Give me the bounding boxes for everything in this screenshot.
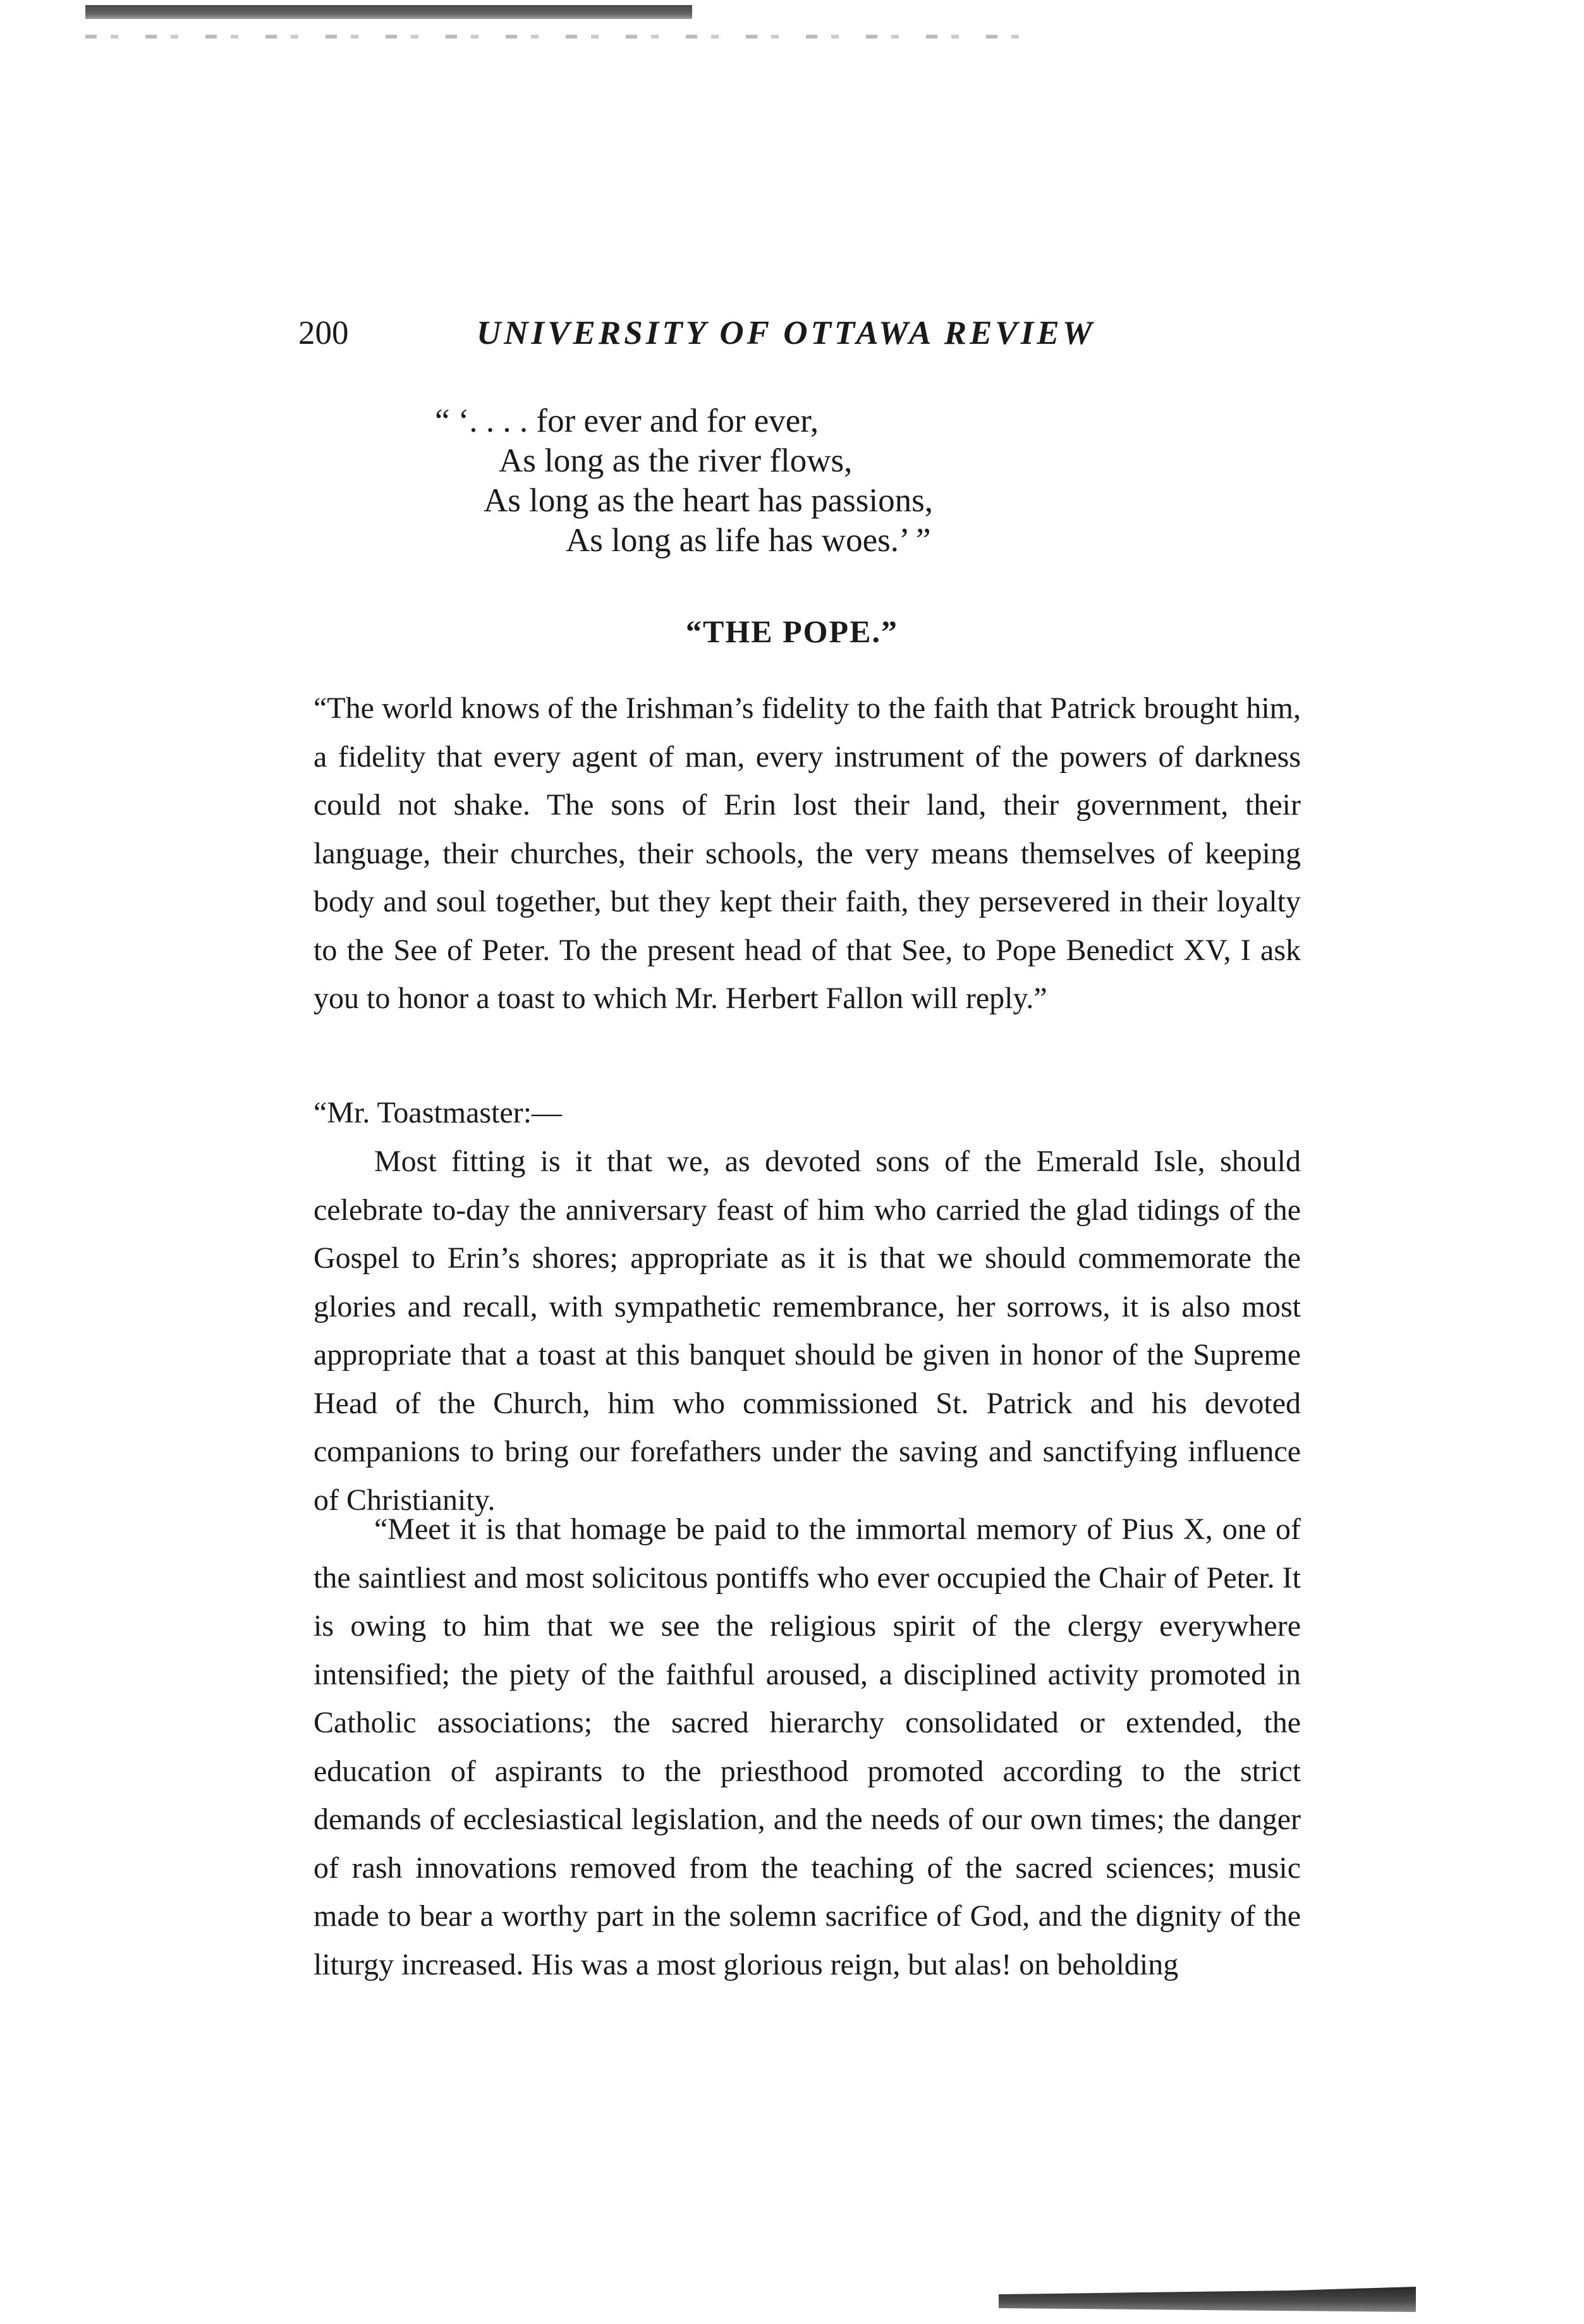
intro-paragraph: “The world knows of the Irishman’s fidelity to the faith that Patrick brought him, a fidelity that every agent of man, every instrument of the powers of darkness could not shake. The sons of Erin lost their land, their government, their language, their churches, their schools, the very means themselves of keeping body and soul together, but they kept their faith, they persevered in their loyalty to the See of Peter. To the present head of that See, to Pope Benedict XV, I ask you to honor a toast to which Mr. Herbert Fallon will reply.” xyxy=(314,691,1301,1015)
scan-edge-top xyxy=(85,5,692,19)
body-paragraph: Most fitting is it that we, as devoted sons of the Emerald Isle, should celebrate to-day the anniversary feast of him who carried the glad tidings of the Gospel to Erin’s shores; appropriate as it is that we should commemorate the glories and recall, with sympathetic remembrance, her sorrows, it is also most appropriate that a toast at this banquet should be given in honor of the Supreme Head of the Church, him who commissioned St. Patrick and his devoted companions to bring our forefathers under the saving and sanctifying influence of Christianity. xyxy=(314,1145,1301,1517)
body-paragraph: “Meet it is that homage be paid to the immortal memory of Pius X, one of the saintliest and most solicitous pontiffs who ever occupied the Chair of Peter. It is owing to him that we see the religious spirit of the clergy everywhere intensified; the piety of the faithful aroused, a disciplined activity promoted in Catholic associations; the sacred hierarchy consolidated or extended, the education of aspirants to the priesthood promoted according to the strict demands of ecclesiastical legislation, and the needs of our own times; the danger of rash innovations removed from the teaching of the sacred sciences; music made to bear a worthy part in the solemn sacrifice of God, and the dignity of the liturgy increased. His was a most glorious reign, but alas! on beholding xyxy=(314,1512,1301,1981)
scan-noise-top xyxy=(85,35,1033,39)
scan-edge-bottom xyxy=(999,2287,1416,2312)
section-heading: “THE POPE.” xyxy=(686,614,898,649)
poem-line: “ ‘. . . . for ever and for ever, xyxy=(435,403,819,439)
running-head xyxy=(298,311,1316,355)
salutation: “Mr. Toastmaster:— xyxy=(314,1096,563,1129)
journal-title: UNIVERSITY OF OTTAWA REVIEW xyxy=(477,315,1095,351)
poem-line: As long as the heart has passions, xyxy=(484,482,933,519)
page-number: 200 xyxy=(298,315,349,351)
poem-line: As long as the river flows, xyxy=(499,442,853,479)
poem-line: As long as life has woes.’ ” xyxy=(566,522,931,559)
